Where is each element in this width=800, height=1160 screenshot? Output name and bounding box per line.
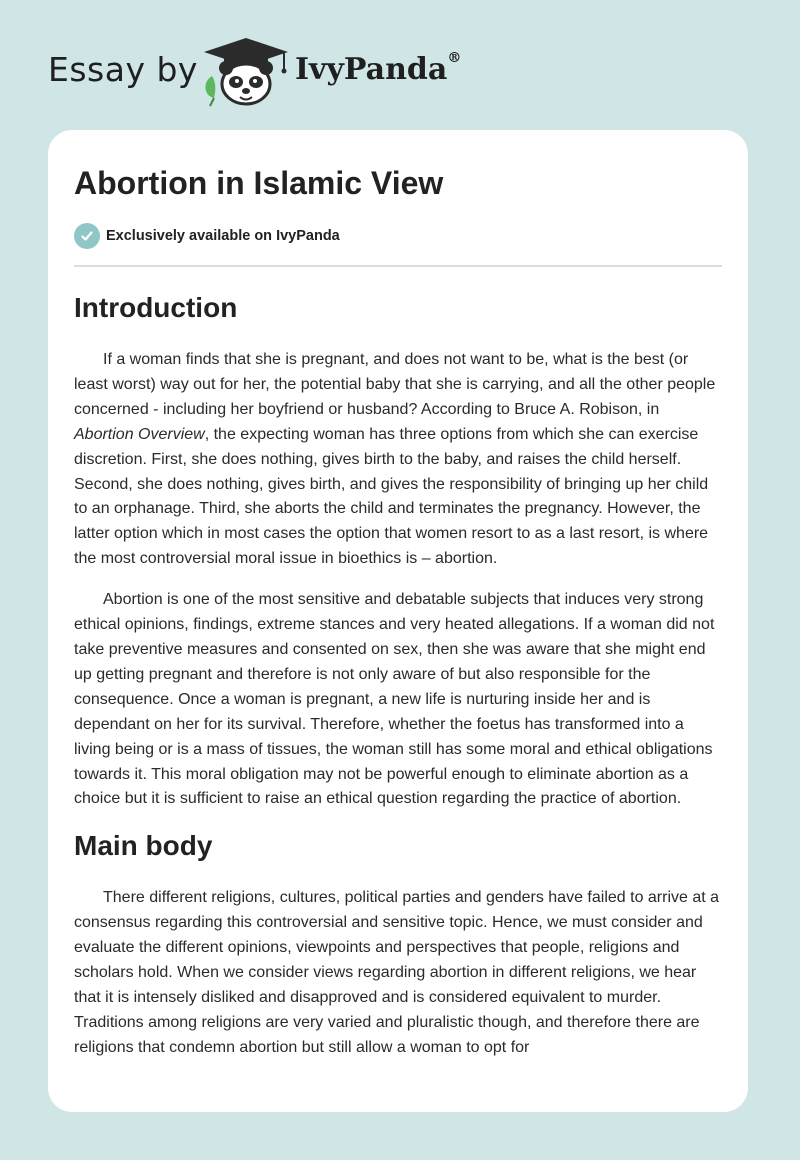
cited-work-title: Abortion Overview bbox=[74, 425, 205, 443]
registered-mark: ® bbox=[447, 50, 462, 66]
paragraph: There different religions, cultures, political parties and genders have failed to arrive at a consensus regarding this controversial and sensitive topic. Hence, we must consider and evaluate the different opinions, viewpoints and perspectives that people, religions and scholars hold. When we consider views regarding abortion in different religions, we hear that it is intensely disliked and disapproved and is considered equivalent to murder. Traditions among religions are very varied and pluralistic though, and therefore there are religions that condemn abortion but still allow a woman to opt for bbox=[74, 889, 720, 1056]
section-heading-introduction: Introduction bbox=[74, 292, 238, 323]
site-header bbox=[0, 0, 800, 128]
badge-text: Exclusively available on IvyPanda bbox=[106, 228, 340, 244]
brand-name[interactable] bbox=[295, 52, 461, 87]
essay-by-label: Essay by bbox=[48, 50, 198, 89]
divider bbox=[74, 265, 722, 267]
paragraph-text: , the expecting woman has three options from which she can exercise discretion. First, she does nothing, gives birth to the baby, and raises the child herself. Second, she does nothing, gives birth, and gives the responsibility of bringing up her child to an orphanage. Third, she aborts the child and terminates the pregnancy. However, the latter option which in most cases the option that women resort to as a last resort, is where the most controversial moral issue in bioethics is – abortion. bbox=[74, 425, 709, 568]
paragraph bbox=[74, 348, 722, 572]
essay-card bbox=[48, 130, 748, 1112]
brand-text: IvyPanda bbox=[295, 52, 448, 87]
section-heading-main-body: Main body bbox=[74, 830, 213, 862]
check-icon bbox=[74, 223, 100, 249]
paragraph-text: If a woman finds that she is pregnant, and does not want to be, what is the best (or least worst) way out for her, the potential baby that she is carrying, and all the other people concerned - including her boyfriend or husband? According to Bruce A. Robison, in bbox=[74, 351, 716, 418]
exclusive-badge bbox=[74, 222, 722, 250]
paragraph: Abortion is one of the most sensitive and debatable subjects that induces very strong ethical opinions, findings, extreme stances and very heated allegations. If a woman did not take preventive measures and consented on sex, then she was aware that she might end up getting pregnant and therefore is not only aware of but also responsible for the consequence. Once a woman is pregnant, a new life is nurturing inside her and is dependant on her for its survival. Therefore, whether the foetus has transformed into a living being or is a mass of tissues, the woman still has some moral and ethical obligations towards it. This moral obligation may not be powerful enough to eliminate abortion as a choice but it is sufficient to raise an ethical question regarding the practice of abortion. bbox=[74, 591, 715, 808]
page-title: Abortion in Islamic View bbox=[74, 165, 444, 201]
essay-content bbox=[48, 130, 748, 1061]
panda-logo-icon[interactable] bbox=[200, 36, 292, 108]
